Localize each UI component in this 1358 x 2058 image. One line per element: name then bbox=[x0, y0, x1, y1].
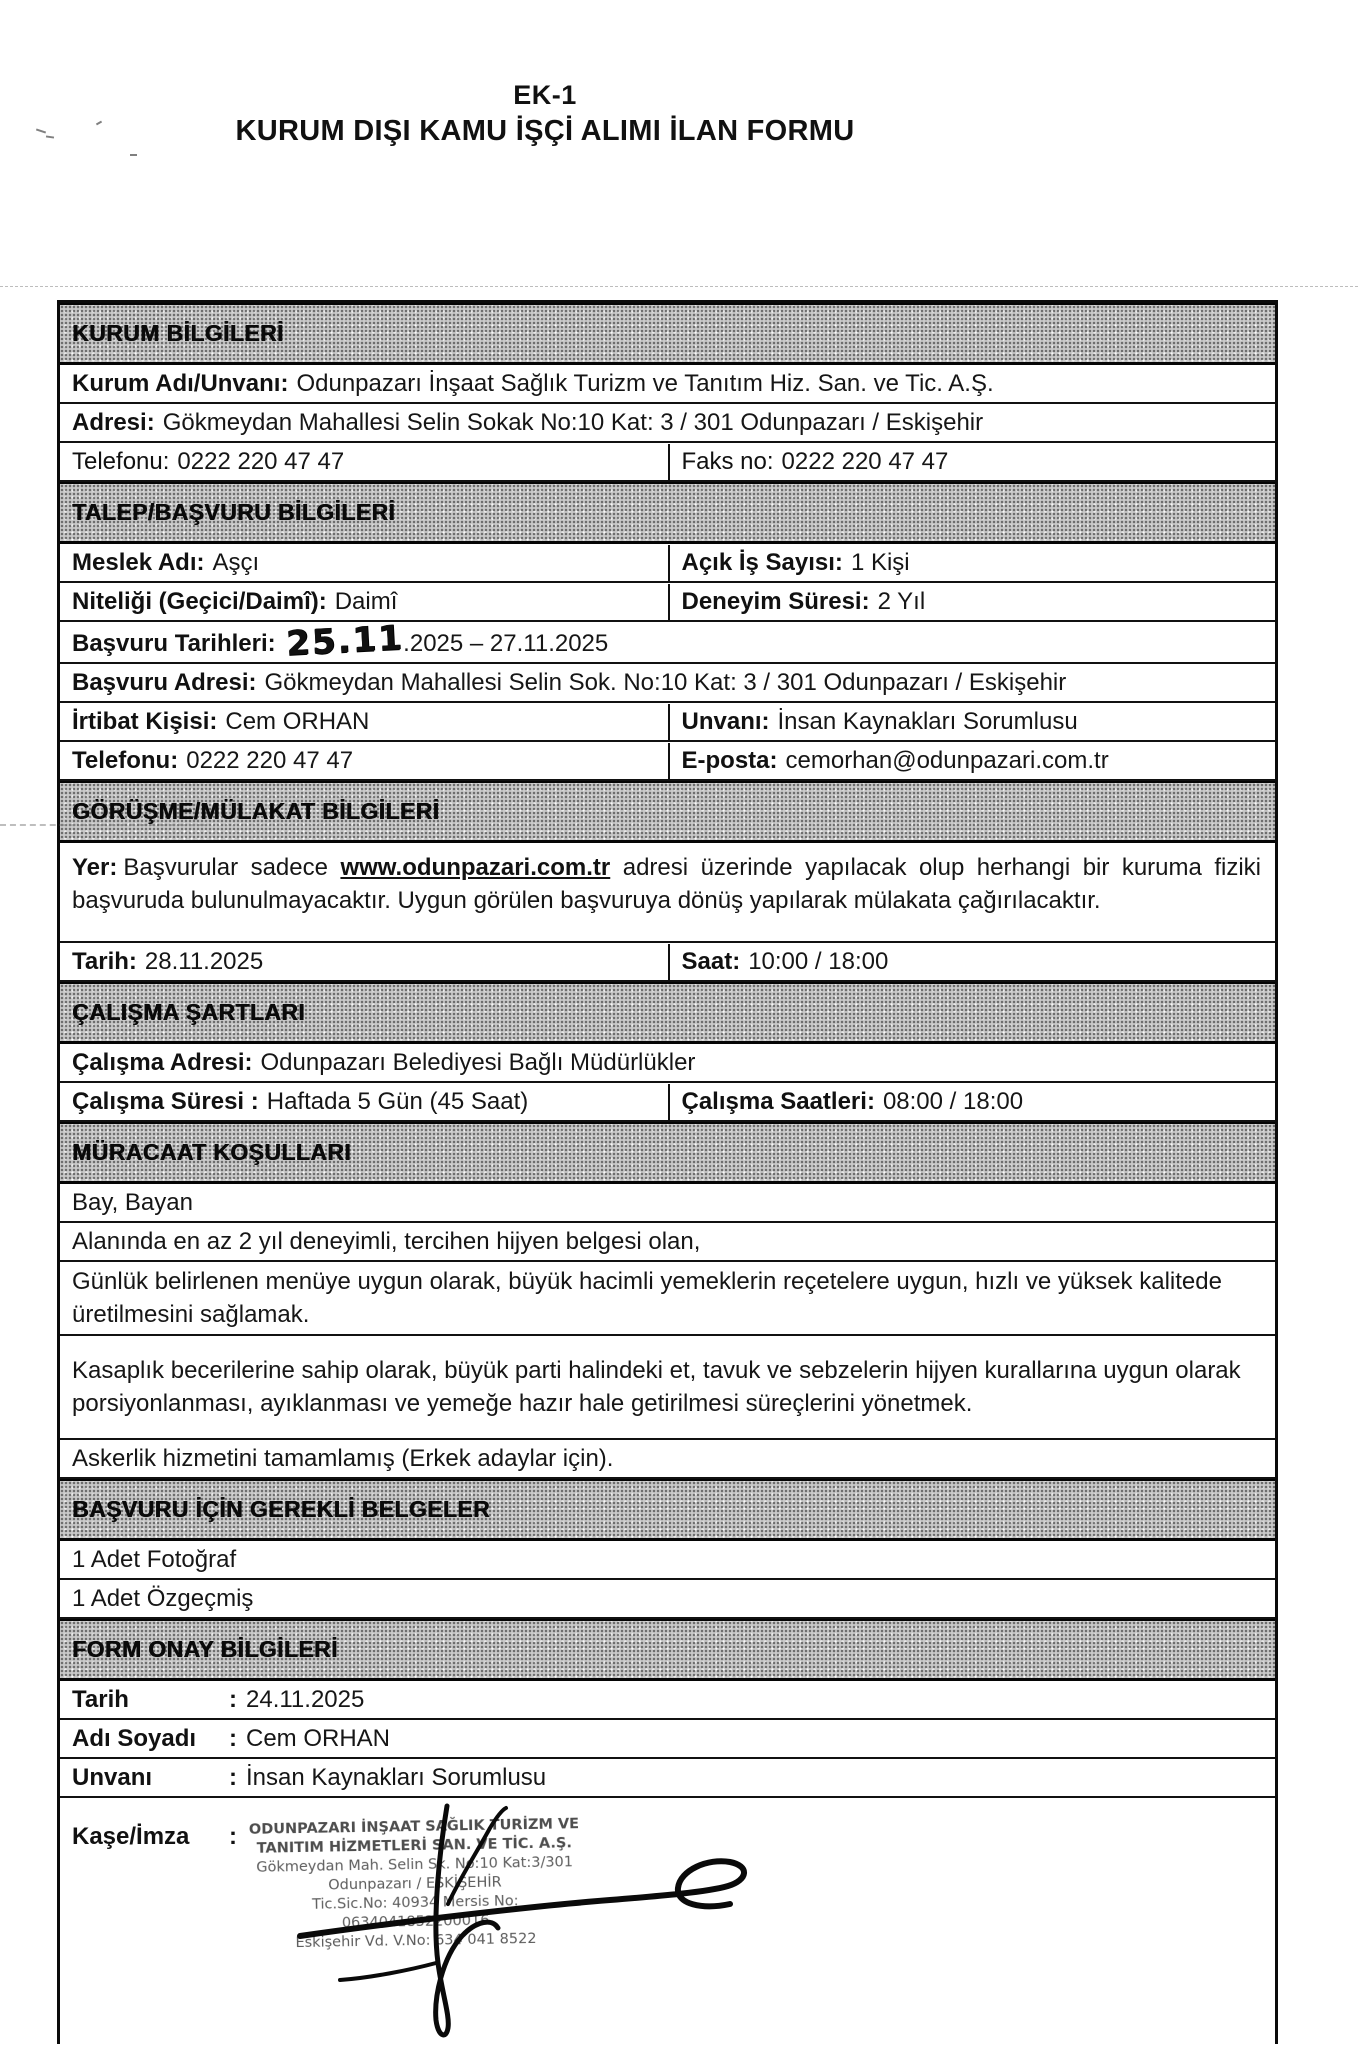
scanned-document-page bbox=[0, 80, 1358, 2000]
row-kosul-5 bbox=[60, 1440, 1275, 1479]
row-telefon-faks bbox=[60, 443, 1275, 482]
cell-eposta bbox=[668, 743, 1276, 779]
telefon-label: Telefonu: bbox=[72, 447, 170, 475]
cell-calisma-saatleri bbox=[668, 1084, 1276, 1120]
onay-unvan-value: İnsan Kaynakları Sorumlusu bbox=[246, 1763, 547, 1791]
annex-label: EK-1 bbox=[513, 80, 577, 110]
meslek-label: Meslek Adı: bbox=[72, 548, 205, 576]
meslek-value: Aşçı bbox=[212, 548, 260, 576]
kosul-3: Günlük belirlenen menüye uygun olarak, büyük hacimli yemeklerin reçetelere uygun, hızlı ve yüksek kalitede üretilmesini sağlamak. bbox=[72, 1268, 1222, 1328]
row-kosul-1 bbox=[60, 1184, 1275, 1223]
row-kosul-2 bbox=[60, 1223, 1275, 1262]
cell-basvuru-tarihleri bbox=[60, 617, 616, 665]
stamp-line: Tic.Sic.No: 40934 Mersis No: 0634041852200016 bbox=[311, 1893, 519, 1932]
basvuru-adresi-value: Gökmeydan Mahallesi Selin Sok. No:10 Kat: 3 / 301 Odunpazarı / Eskişehir bbox=[264, 668, 1067, 696]
row-irtibat-unvan bbox=[60, 703, 1275, 742]
telefon2-value: 0222 220 47 47 bbox=[186, 746, 354, 774]
section-header-calisma-sartlari bbox=[60, 982, 1275, 1044]
page-title: KURUM DIŞI KAMU İŞÇİ ALIMI İLAN FORMU bbox=[235, 115, 855, 147]
section-header-muracaat-kosullari bbox=[60, 1122, 1275, 1184]
row-adres bbox=[60, 404, 1275, 443]
yer-label: Yer: bbox=[72, 854, 118, 881]
cell-acik-is bbox=[668, 545, 1276, 581]
belge-2: 1 Adet Özgeçmiş bbox=[72, 1584, 254, 1612]
scan-dashed-line bbox=[0, 286, 1358, 287]
row-belge-1 bbox=[60, 1541, 1275, 1580]
cell-irtibat bbox=[60, 704, 668, 740]
handwritten-date: 25.11 bbox=[284, 617, 405, 665]
colon: : bbox=[229, 1763, 237, 1791]
adres-label: Adresi: bbox=[72, 408, 155, 436]
kosul-text bbox=[60, 1441, 621, 1477]
yer-text-prefix: Başvurular sadece bbox=[123, 854, 341, 881]
onay-tarih-value: 24.11.2025 bbox=[246, 1685, 365, 1713]
mulakat-tarih-value: 28.11.2025 bbox=[144, 947, 264, 975]
cell-kurum-adi bbox=[60, 366, 1002, 402]
onay-adi-soyadi-value: Cem ORHAN bbox=[246, 1724, 391, 1752]
section-title: GÖRÜŞME/MÜLAKAT BİLGİLERİ bbox=[72, 798, 440, 824]
cell-calisma-suresi bbox=[60, 1084, 668, 1120]
belge-1: 1 Adet Fotoğraf bbox=[72, 1545, 237, 1573]
colon: : bbox=[229, 1823, 237, 1850]
kosul-5: Askerlik hizmetini tamamlamış (Erkek adaylar için). bbox=[72, 1444, 614, 1472]
onay-tarih-label: Tarih bbox=[72, 1685, 129, 1713]
row-kosul-3 bbox=[60, 1262, 1275, 1336]
colon: : bbox=[229, 1685, 237, 1713]
scan-speck bbox=[130, 154, 137, 156]
acik-is-value: 1 Kişi bbox=[850, 548, 910, 576]
cell-telefon2 bbox=[60, 743, 668, 779]
stamp-line: ODUNPAZARI İNŞAAT SAĞLIK TURİZM VE bbox=[248, 1816, 580, 1838]
section-header-gorusme-mulakat bbox=[60, 781, 1275, 843]
section-header-kurum-bilgileri bbox=[60, 303, 1275, 365]
row-yer bbox=[60, 843, 1275, 943]
basvuru-tarihleri-value: .2025 – 27.11.2025 bbox=[403, 630, 609, 657]
deneyim-value: 2 Yıl bbox=[877, 587, 926, 615]
cell-faks bbox=[668, 444, 1276, 480]
section-header-form-onay bbox=[60, 1619, 1275, 1681]
kosul-text bbox=[60, 1224, 708, 1260]
cell-onay-adi-soyadi bbox=[60, 1721, 398, 1757]
unvan-value: İnsan Kaynakları Sorumlusu bbox=[777, 707, 1078, 735]
row-kosul-4 bbox=[60, 1336, 1275, 1440]
cell-yer bbox=[60, 843, 1275, 925]
kosul-1: Bay, Bayan bbox=[72, 1188, 193, 1216]
unvan-label: Unvanı: bbox=[681, 707, 770, 735]
section-title: FORM ONAY BİLGİLERİ bbox=[72, 1636, 338, 1662]
calisma-suresi-label: Çalışma Süresi : bbox=[72, 1087, 259, 1115]
adres-value: Gökmeydan Mahallesi Selin Sokak No:10 Kat: 3 / 301 Odunpazarı / Eskişehir bbox=[162, 408, 984, 436]
belge-text bbox=[60, 1542, 244, 1578]
deneyim-label: Deneyim Süresi: bbox=[681, 587, 870, 615]
cell-onay-tarih bbox=[60, 1682, 372, 1718]
signature bbox=[210, 1758, 770, 2058]
calisma-suresi-value: Haftada 5 Gün (45 Saat) bbox=[266, 1087, 529, 1115]
mulakat-saat-label: Saat: bbox=[681, 947, 741, 975]
stamp-line: Eskişehir Vd. V.No: 634 041 8522 bbox=[295, 1930, 537, 1952]
calisma-adresi-value: Odunpazarı Belediyesi Bağlı Müdürlükler bbox=[260, 1048, 696, 1076]
telefon-value: 0222 220 47 47 bbox=[177, 447, 345, 475]
basvuru-tarihleri-label: Başvuru Tarihleri: bbox=[72, 630, 276, 657]
section-header-talep-basvuru bbox=[60, 482, 1275, 544]
section-title: BAŞVURU İÇİN GEREKLİ BELGELER bbox=[72, 1496, 490, 1522]
mulakat-tarih-label: Tarih: bbox=[72, 947, 137, 975]
stamp-line: TANITIM HİZMETLERİ SAN. VE TİC. A.Ş. bbox=[256, 1835, 573, 1857]
kosul-text bbox=[60, 1351, 1275, 1423]
section-title: MÜRACAAT KOŞULLARI bbox=[72, 1139, 351, 1165]
kurum-adi-label: Kurum Adı/Unvanı: bbox=[72, 369, 289, 397]
cell-mulakat-tarih bbox=[60, 944, 668, 980]
yer-text-suffix: adresi üzerinde yapılacak olup herhangi bir kuruma fiziki başvuruda bulunulmayacaktır. Uygun görülen başvuruya dönüş yapılarak mülakata çağırılacaktır. bbox=[72, 854, 1261, 914]
nitelik-label: Niteliği (Geçici/Daimî): bbox=[72, 587, 327, 615]
irtibat-value: Cem ORHAN bbox=[225, 707, 370, 735]
kosul-text bbox=[60, 1185, 201, 1221]
cell-basvuru-adresi bbox=[60, 665, 1074, 701]
section-title: ÇALIŞMA ŞARTLARI bbox=[72, 999, 305, 1025]
kosul-text bbox=[60, 1262, 1275, 1334]
irtibat-label: İrtibat Kişisi: bbox=[72, 707, 218, 735]
website-link: www.odunpazari.com.tr bbox=[340, 854, 611, 881]
cell-deneyim bbox=[668, 584, 1276, 620]
stamp-line: Odunpazarı / ESKİŞEHİR bbox=[328, 1874, 502, 1894]
ilan-form-table bbox=[57, 300, 1278, 2044]
onay-adi-soyadi-label: Adı Soyadı bbox=[72, 1724, 197, 1752]
kase-imza-label: Kaşe/İmza bbox=[72, 1823, 190, 1850]
row-calisma-suresi-saatleri bbox=[60, 1083, 1275, 1122]
telefon2-label: Telefonu: bbox=[72, 746, 179, 774]
cell-adres bbox=[60, 405, 991, 441]
row-telefon-eposta bbox=[60, 742, 1275, 781]
cell-meslek bbox=[60, 545, 668, 581]
calisma-saatleri-label: Çalışma Saatleri: bbox=[681, 1087, 875, 1115]
row-onay-tarih bbox=[60, 1681, 1275, 1720]
acik-is-label: Açık İş Sayısı: bbox=[681, 548, 843, 576]
calisma-adresi-label: Çalışma Adresi: bbox=[72, 1048, 253, 1076]
cell-telefon bbox=[60, 444, 668, 480]
eposta-label: E-posta: bbox=[681, 746, 778, 774]
cell-mulakat-saat bbox=[668, 944, 1276, 980]
colon: : bbox=[229, 1724, 237, 1752]
cell-nitelik bbox=[60, 584, 668, 620]
eposta-value: cemorhan@odunpazari.com.tr bbox=[785, 746, 1109, 774]
row-nitelik-deneyim bbox=[60, 583, 1275, 622]
kosul-2: Alanında en az 2 yıl deneyimli, tercihen hijyen belgesi olan, bbox=[72, 1227, 701, 1255]
row-basvuru-tarihleri bbox=[60, 617, 1275, 665]
row-basvuru-adresi bbox=[60, 664, 1275, 703]
row-meslek-acikis bbox=[60, 544, 1275, 583]
kurum-adi-value: Odunpazarı İnşaat Sağlık Turizm ve Tanıtım Hiz. San. ve Tic. A.Ş. bbox=[296, 369, 994, 397]
cell-calisma-adresi bbox=[60, 1045, 703, 1081]
calisma-saatleri-value: 08:00 / 18:00 bbox=[882, 1087, 1024, 1115]
faks-label: Faks no: bbox=[681, 447, 774, 475]
cell-unvan bbox=[668, 704, 1276, 740]
belge-text bbox=[60, 1581, 261, 1617]
onay-unvan-label: Unvanı bbox=[72, 1763, 153, 1791]
stamp-line: Gökmeydan Mah. Selin Sk. No:10 Kat:3/301 bbox=[256, 1854, 574, 1876]
row-onay-adi-soyadi bbox=[60, 1720, 1275, 1759]
row-belge-2 bbox=[60, 1580, 1275, 1619]
section-title: TALEP/BAŞVURU BİLGİLERİ bbox=[72, 499, 396, 525]
row-mulakat-tarih-saat bbox=[60, 943, 1275, 982]
document-header bbox=[0, 80, 1090, 148]
row-kurum-adi bbox=[60, 365, 1275, 404]
section-title: KURUM BİLGİLERİ bbox=[72, 320, 284, 346]
row-calisma-adresi bbox=[60, 1044, 1275, 1083]
mulakat-saat-value: 10:00 / 18:00 bbox=[748, 947, 889, 975]
nitelik-value: Daimî bbox=[334, 587, 398, 615]
section-header-gerekli-belgeler bbox=[60, 1479, 1275, 1541]
scan-dashed-line bbox=[0, 824, 205, 826]
row-kase-imza bbox=[60, 1798, 1275, 2044]
faks-value: 0222 220 47 47 bbox=[781, 447, 949, 475]
basvuru-adresi-label: Başvuru Adresi: bbox=[72, 668, 257, 696]
kosul-4: Kasaplık becerilerine sahip olarak, büyük parti halindeki et, tavuk ve sebzelerin hijyen kurallarına uygun olarak porsiyonlanması, ayıklanması ve yemeğe hazır hale getirilmesi süreçlerini yönetmek. bbox=[72, 1357, 1241, 1417]
